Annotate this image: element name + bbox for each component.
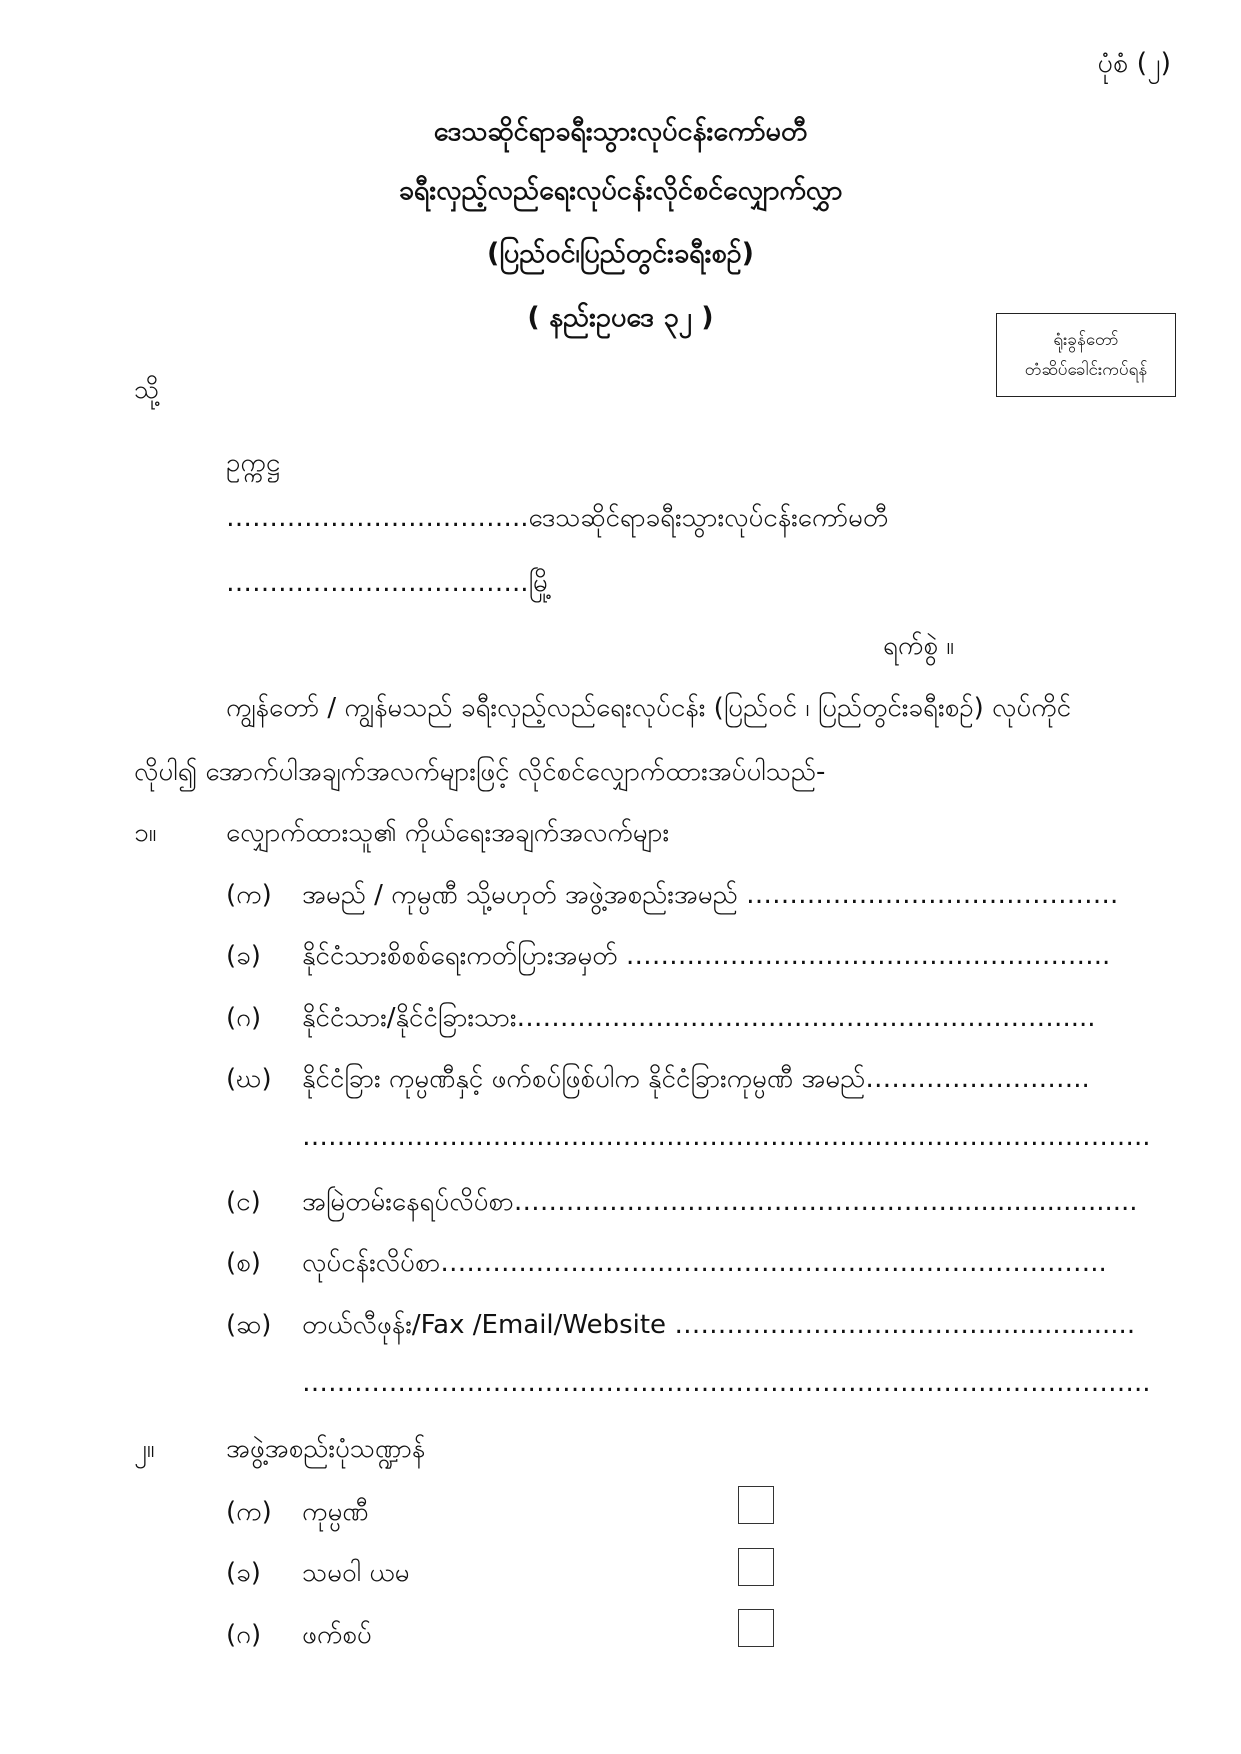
citizenship-field[interactable]: နိုင်ငံသား/နိုင်ငံခြားသား……………………………………………………….... [302,1003,1096,1033]
title-tour-type: (ပြည်ဝင်၊ပြည်တွင်းခရီးစဉ်) [487,238,754,269]
org-type-cooperative-label: သမဝါ ယမ [302,1558,410,1588]
org-type-letter: (ခ) [226,1558,261,1588]
addressee-to: သို့ [134,375,160,405]
stamp-box-line1: ရုံးခွန်တော် [1053,330,1119,350]
committee-field[interactable]: ……………………………..ဒေသဆိုင်ရာခရီးသွားလုပ်ငန်းကော်မတီ [226,503,889,533]
section1-number: ၁။ [134,818,157,848]
business-address-field[interactable]: လုပ်ငန်းလိပ်စာ………………………………………………………………….. [302,1248,1107,1278]
org-type-company-label: ကုမ္ပဏီ [302,1497,369,1527]
nrc-field[interactable]: နိုင်ငံသားစိစစ်ရေးကတ်ပြားအမှတ် ……………………………………………….. [302,941,1111,971]
section1-item-letter: (င) [226,1187,261,1217]
section1-item-letter: (က) [226,880,272,910]
foreign-company-field-continued[interactable]: …………………………………………………………………………………….. [302,1122,1151,1152]
form-number: ပုံစံ (၂) [1097,48,1171,79]
org-type-letter: (ဂ) [226,1620,262,1650]
org-type-letter: (က) [226,1497,272,1527]
company-checkbox[interactable] [738,1486,774,1524]
intro-line-2: လိုပါ၍ အောက်ပါအချက်အလက်များဖြင့် လိုင်စင်လျှောက်ထားအပ်ပါသည်- [134,757,826,787]
org-type-joint-venture-label: ဖက်စပ် [302,1620,372,1650]
addressee-chairman: ဥက္ကဋ္ဌ [226,448,280,478]
stamp-box [996,313,1176,397]
intro-line-1: ကျွန်တော် / ကျွန်မသည် ခရီးလှည့်လည်ရေးလုပ်ငန်း (ပြည်ဝင် ၊ ပြည်တွင်းခရီးစဉ်) လုပ်ကိုင် [226,693,1072,723]
section1-item-letter: (ခ) [226,941,261,971]
contact-field-continued[interactable]: …………………………………………………………………………………….. [302,1368,1151,1398]
section2-title: အဖွဲ့အစည်းပုံသဏ္ဍာန် [226,1434,426,1464]
contact-field[interactable]: တယ်လီဖုန်း/Fax /Email/Website ……………………………….................. [302,1310,1136,1340]
title-application: ခရီးလှည့်လည်ရေးလုပ်ငန်းလိုင်စင်လျှောက်လွှာ [398,175,843,206]
joint-venture-checkbox[interactable] [738,1609,774,1647]
cooperative-checkbox[interactable] [738,1548,774,1586]
section1-title: လျှောက်ထားသူ၏ ကိုယ်ရေးအချက်အလက်များ [226,818,670,848]
permanent-address-field[interactable]: အမြဲတမ်းနေရပ်လိပ်စာ……………………………………………...................... [302,1187,1138,1217]
city-field[interactable]: ……………………………..မြို့ [226,568,552,598]
name-field[interactable]: အမည် / ကုမ္ပဏီ သို့မဟုတ် အဖွဲ့အစည်းအမည် ……………………………………. [302,880,1119,910]
section2-number: ၂။ [134,1434,155,1464]
title-rule: ( နည်းဥပဒေ ၃၂ ) [527,302,714,333]
date-label: ရက်စွဲ ။ [883,631,955,661]
section1-item-letter: (ဂ) [226,1003,262,1033]
foreign-company-field[interactable]: နိုင်ငံခြား ကုမ္ပဏီနှင့် ဖက်စပ်ဖြစ်ပါက နိုင်ငံခြားကုမ္ပဏီ အမည်…………………….. [302,1064,1090,1094]
stamp-box-line2: တံဆိပ်ခေါင်းကပ်ရန် [1024,360,1148,380]
section1-item-letter: (ဆ) [226,1310,272,1340]
section1-item-letter: (ဃ) [226,1064,272,1094]
section1-item-letter: (စ) [226,1248,261,1278]
title-committee: ဒေသဆိုင်ရာခရီးသွားလုပ်ငန်းကော်မတီ [433,116,808,147]
